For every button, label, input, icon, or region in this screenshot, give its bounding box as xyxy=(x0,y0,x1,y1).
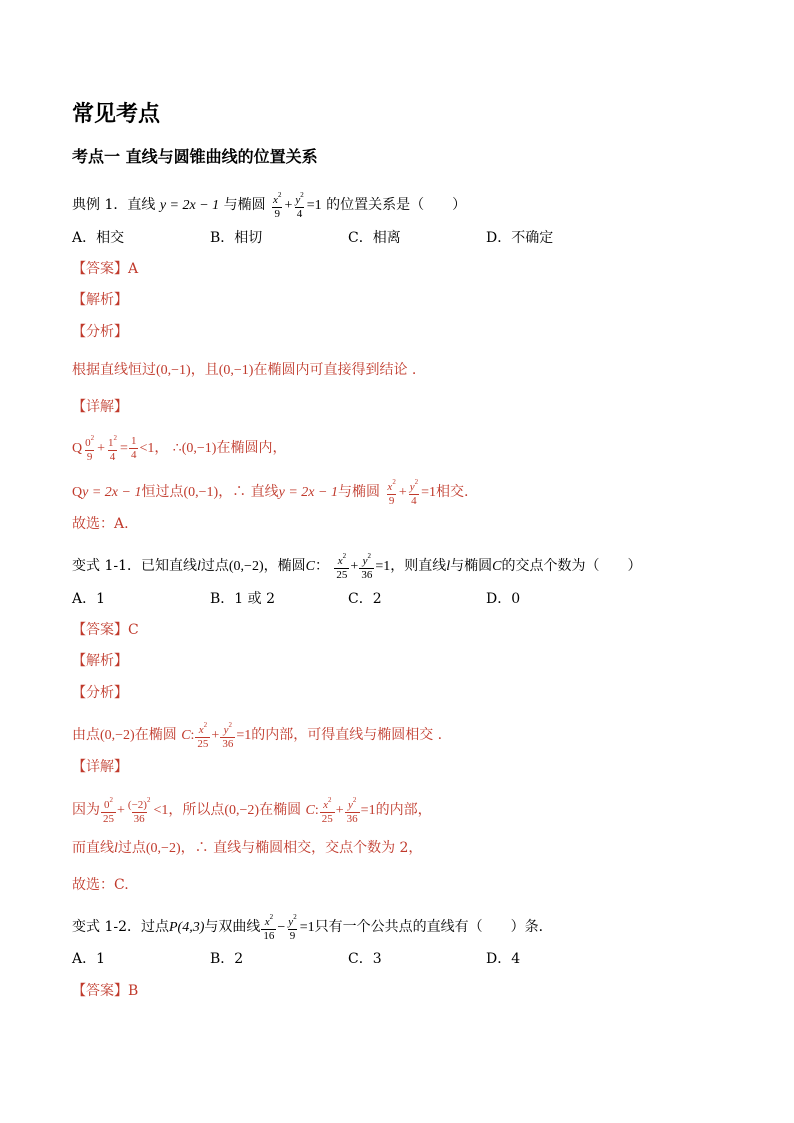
ex1-conclusion: 故选：A. xyxy=(72,516,129,532)
ex1-detail-1: Q $\frac{0^2}{9}$ + $\frac{1^2}{4}$ = $\frac{1}{4}$ <1， ∴(0,−1)在椭圆内， xyxy=(72,434,287,463)
ex2-option-b: B．1 或 2 xyxy=(210,591,276,607)
ex1-d2-line-2: y = 2x − 1 xyxy=(278,485,338,500)
answer-label-2: 【答案】 xyxy=(72,622,128,638)
ex1-d1-point: (0,−1) xyxy=(181,441,217,456)
frac-0-9: $\frac{0^2}{9}$ xyxy=(85,434,95,463)
ex2-analysis-c: 的内部，可得直线与椭圆相交 . xyxy=(251,727,443,743)
ex1-analysis-a: 根据直线恒过 xyxy=(72,362,156,378)
ex1-d2-prefix: Q xyxy=(72,485,83,500)
ex1-answer xyxy=(72,259,138,279)
answer-value-2: C xyxy=(128,622,139,638)
ex2-options xyxy=(72,589,672,609)
ex1-d1-b: ∴ xyxy=(172,440,182,456)
frac-x2-9: $\frac{x^2}{9}$ xyxy=(273,191,282,220)
ex3-stem-b: 与双曲线 xyxy=(204,919,261,935)
ex3-stem-a: 变式 1-2．过点 xyxy=(72,919,169,935)
ex3-options xyxy=(72,949,672,969)
ex3-option-d: D．4 xyxy=(486,951,521,967)
ex1-analysis-b: ，且 xyxy=(190,362,219,378)
ex2-detail-1: 因为 $\frac{0^2}{25}$ + $\frac{(-2)^2}{36}$ <1，所以点(0,−2)在椭圆 C: $\frac{x^2}{25}$ + $\frac{y^2}{36}$ =1的内部， xyxy=(72,796,432,825)
ex2-point: (0,−2) xyxy=(228,559,264,574)
ex1-d2-a: 恒过点 xyxy=(141,484,184,500)
ex1-analysis-c: 在椭圆内可直接得到结论 . xyxy=(253,362,417,378)
frac-y2-36-c: $\frac{y^2}{36}$ xyxy=(346,796,358,825)
ex2-analysis: 由点(0,−2)在椭圆 C: $\frac{x^2}{25}$ + $\frac{y^2}{36}$ =1的内部，可得直线与椭圆相交 . xyxy=(72,721,443,750)
answer-value: A xyxy=(128,261,139,277)
frac-x2-9-b: $\frac{x^2}{9}$ xyxy=(387,478,396,507)
ex1-d1-ineq: <1， xyxy=(139,441,169,456)
ex1-d2-b: ，∴ 直线 xyxy=(218,484,279,500)
frac-1-4: $\frac{1^2}{4}$ xyxy=(108,434,118,463)
ex1-detail-2: Qy = 2x − 1恒过点(0,−1)，∴ 直线y = 2x − 1与椭圆 $\frac{x^2}{9}$ + $\frac{y^2}{4}$ =1相交. xyxy=(72,478,469,507)
ex2-option-d: D．0 xyxy=(486,591,521,607)
ex3-stem-c: 只有一个公共点的直线有（ ）条． xyxy=(314,919,553,935)
ex2-d2-point: (0,−2) xyxy=(145,841,181,856)
ex1-option-b: B．相切 xyxy=(210,230,263,246)
frac-y2-36-b: $\frac{y^2}{36}$ xyxy=(222,721,234,750)
topic-title: 考点一 直线与圆锥曲线的位置关系 xyxy=(72,147,318,166)
frac-x2-16: $\frac{x^2}{16}$ xyxy=(263,913,275,942)
ex1-d2-point: (0,−1) xyxy=(183,485,219,500)
ex2-d2-c: ，∴ 直线与椭圆相交，交点个数为 2， xyxy=(180,840,423,856)
frac-neg2-36: $\frac{(-2)^2}{36}$ xyxy=(127,796,151,825)
ex3-answer xyxy=(72,981,138,1001)
ex1-d2-line: y = 2x − 1 xyxy=(82,485,142,500)
ex1-analysis xyxy=(72,360,416,381)
ex2-d2-l: l xyxy=(114,841,118,856)
frac-y2-9: $\frac{y^2}{9}$ xyxy=(288,913,297,942)
ex2-stem-d: ： xyxy=(314,558,329,574)
frac-x2-25: $\frac{x^2}{25}$ xyxy=(336,552,348,581)
frac-quarter: $\frac{1}{4}$ xyxy=(130,434,137,461)
ex2-stem-a: 变式 1-1．已知直线 xyxy=(72,558,197,574)
ex1-xiangjie-label: 【详解】 xyxy=(72,399,128,415)
ex1-d2-d: 相交. xyxy=(436,484,469,500)
ex3-option-a: A．1 xyxy=(72,951,106,967)
ex2-stem-f: 与椭圆 xyxy=(450,558,493,574)
ex2-analysis-C: C xyxy=(181,728,191,743)
ex2-stem-g: 的交点个数为（ ） xyxy=(501,558,642,574)
ex1-option-c: C．相离 xyxy=(348,230,401,246)
ex1-mid: 与椭圆 xyxy=(223,197,266,213)
frac-0-25: $\frac{0^2}{25}$ xyxy=(103,796,114,825)
ex1-d1-prefix: Q xyxy=(72,441,83,456)
ex2-xiangjie-label: 【详解】 xyxy=(72,759,128,775)
ex2-l-2: l xyxy=(446,559,451,574)
frac-x2-25-b: $\frac{x^2}{25}$ xyxy=(197,721,209,750)
ex2-analysis-point: (0,−2) xyxy=(100,728,135,743)
ex3-option-c: C．3 xyxy=(348,951,382,967)
ex2-answer xyxy=(72,620,139,640)
frac-y2-4: $\frac{y^2}{4}$ xyxy=(295,191,304,220)
ex2-d1-d: 的内部， xyxy=(375,802,432,818)
frac-x2-25-c: $\frac{x^2}{25}$ xyxy=(321,796,333,825)
ex1-d2-c: 与椭圆 xyxy=(337,484,380,500)
section-title: 常见考点 xyxy=(72,102,161,127)
ex3-stem: 变式 1-2．过点P(4,3)与双曲线 $\frac{x^2}{16}$ − $\frac{y^2}{9}$ =1只有一个公共点的直线有（ ）条． xyxy=(72,913,553,942)
ex2-option-c: C．2 xyxy=(348,591,382,607)
answer-label-3: 【答案】 xyxy=(72,983,128,999)
ex2-d1-c: 在椭圆 xyxy=(259,802,302,818)
ex3-option-b: B．2 xyxy=(210,951,244,967)
ex2-C-2: C xyxy=(492,559,502,574)
ex1-line-eq: y = 2x − 1 xyxy=(159,198,220,213)
ex1-fenxi-label: 【分析】 xyxy=(72,324,128,340)
ex2-l: l xyxy=(197,559,201,574)
ex1-jiexi-label: 【解析】 xyxy=(72,292,128,308)
ex2-analysis-a: 由点 xyxy=(72,727,100,743)
ex2-d1-point: (0,−2) xyxy=(224,803,260,818)
ex1-stem: 典例 1．直线 y = 2x − 1 与椭圆 $\frac{x^2}{9}$ + $\frac{y^2}{4}$ =1 的位置关系是（ ） xyxy=(72,191,467,220)
ex1-option-a: A．相交 xyxy=(72,230,125,246)
ex1-stem-prefix: 典例 1．直线 xyxy=(72,197,156,213)
ex2-stem-e: ，则直线 xyxy=(390,558,447,574)
ex1-point: (0,−1) xyxy=(156,363,191,378)
ex2-option-a: A．1 xyxy=(72,591,106,607)
frac-y2-36: $\frac{y^2}{36}$ xyxy=(361,552,373,581)
ex3-point: P(4,3) xyxy=(169,920,205,935)
ex2-d1-a: 因为 xyxy=(72,802,100,818)
ex1-d1-c: 在椭圆内， xyxy=(216,440,287,456)
ex2-d1-C: C xyxy=(305,803,315,818)
ex1-option-d: D．不确定 xyxy=(486,230,554,246)
ex1-options xyxy=(72,228,672,248)
ex2-stem-b: 过点 xyxy=(200,558,229,574)
answer-value-3: B xyxy=(128,983,139,999)
ex1-suffix: 的位置关系是（ ） xyxy=(326,197,467,213)
frac-y2-4-b: $\frac{y^2}{4}$ xyxy=(409,478,419,507)
ex2-detail-2 xyxy=(72,838,422,859)
ex2-stem: 变式 1-1．已知直线l过点(0,−2)，椭圆C： $\frac{x^2}{25}$ + $\frac{y^2}{36}$ =1，则直线l与椭圆C的交点个数为（ ） xyxy=(72,552,642,581)
ex2-analysis-b: 在椭圆 xyxy=(134,727,177,743)
ex2-d1-b: ，所以点 xyxy=(168,802,225,818)
ex2-d2-b: 过点 xyxy=(117,840,146,856)
ex2-conclusion: 故选：C. xyxy=(72,877,129,893)
ex2-C: C xyxy=(305,559,315,574)
ex2-stem-c: ，椭圆 xyxy=(263,558,306,574)
ex2-fenxi-label: 【分析】 xyxy=(72,685,128,701)
answer-label: 【答案】 xyxy=(72,261,128,277)
ex2-jiexi-label: 【解析】 xyxy=(72,653,128,669)
ex2-d2-a: 而直线 xyxy=(72,840,114,856)
ex1-point-2: (0,−1) xyxy=(218,363,254,378)
